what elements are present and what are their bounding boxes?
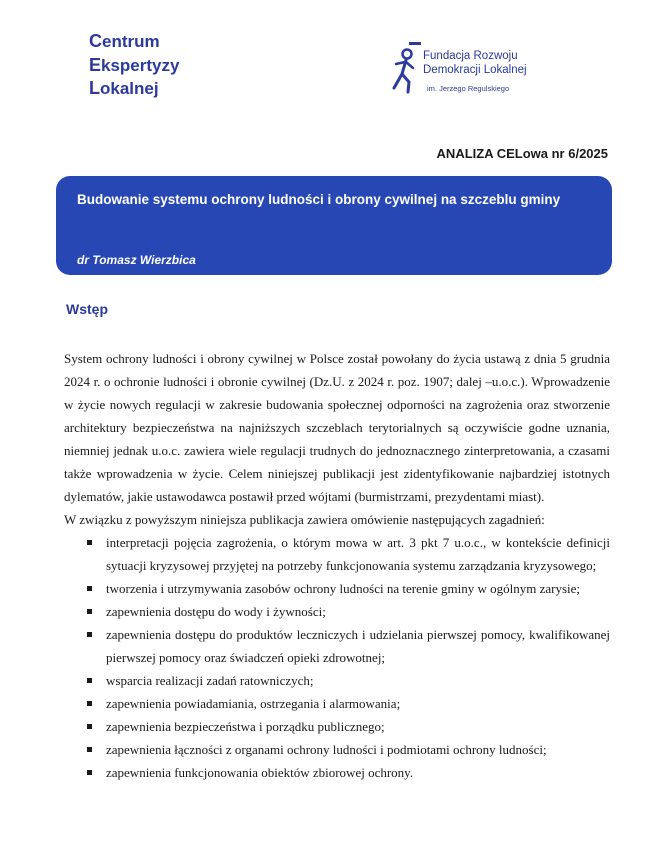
list-item: zapewnienia łączności z organami ochrony ludności i podmiotami ochrony ludności; xyxy=(64,738,610,761)
intro-paragraph: System ochrony ludności i obrony cywilnej w Polsce został powołany do życia ustawą z dnia 5 grudnia 2024 r. o ochronie ludności i obronie cywilnej (Dz.U. z 2024 r. poz. 1907; dalej –u.o.c.). Wprowadzenie w życie nowych regulacji w zakresie budowania społecznej odporności na zagrożenia oraz stworzenie architektury bezpieczeństwa na najniższych szczeblach terytorialnych są oczywiście godne uznania, niemniej jednak u.o.c. zawiera wiele regulacji trudnych do jednoznacznego zinterpretowania, a czasami także wprowadzenia w życie. Celem niniejszej publikacji jest zidentyfikowanie najbardziej istotnych dylematów, jakie ustawodawca postawił przed wójtami (burmistrzami, prezydentami miast). xyxy=(64,351,610,504)
list-item: zapewnienia dostępu do wody i żywności; xyxy=(64,600,610,623)
list-intro-paragraph: W związku z powyższym niniejsza publikacja zawiera omówienie następujących zagadnień: xyxy=(64,512,545,527)
bullet-icon xyxy=(87,540,92,545)
section-title: Wstęp xyxy=(66,301,108,317)
bullet-icon xyxy=(87,747,92,752)
bullet-icon xyxy=(87,678,92,683)
frdl-name: Fundacja Rozwoju Demokracji Lokalnej xyxy=(423,50,527,76)
list-item: zapewnienia powiadamiania, ostrzegania i alarmowania; xyxy=(64,692,610,715)
author-name: dr Tomasz Wierzbica xyxy=(77,253,196,267)
bullet-icon xyxy=(87,770,92,775)
title-banner xyxy=(56,176,612,275)
cel-logo-line-3: Lokalnej xyxy=(89,78,159,98)
bullet-icon xyxy=(87,632,92,637)
list-item: wsparcia realizacji zadań ratowniczych; xyxy=(64,669,610,692)
topics-list xyxy=(64,531,610,784)
bullet-icon xyxy=(87,609,92,614)
bullet-icon xyxy=(87,586,92,591)
list-item: zapewnienia dostępu do produktów leczniczych i udzielania pierwszej pomocy, kwalifikowanej pierwszej pomocy oraz świadczeń opieki zdrowotnej; xyxy=(64,623,610,669)
list-item: zapewnienia funkcjonowania obiektów zbiorowej ochrony. xyxy=(64,761,610,784)
list-item: zapewnienia bezpieczeństwa i porządku publicznego; xyxy=(64,715,610,738)
frdl-logo xyxy=(385,40,575,100)
list-item: tworzenia i utrzymywania zasobów ochrony ludności na terenie gminy w ogólnym zarysie; xyxy=(64,577,610,600)
bullet-icon xyxy=(87,724,92,729)
running-figure-icon xyxy=(385,40,421,98)
bullet-icon xyxy=(87,701,92,706)
list-item: interpretacji pojęcia zagrożenia, o którym mowa w art. 3 pkt 7 u.o.c., w kontekście definicji sytuacji kryzysowej przyjętej na potrzeby funkcjonowania systemu zarządzania kryzysowego; xyxy=(64,531,610,577)
cel-logo-line-2: Ekspertyzy xyxy=(89,54,180,75)
document-title: Budowanie systemu ochrony ludności i obrony cywilnej na szczeblu gminy xyxy=(77,192,561,207)
body-text xyxy=(64,347,610,784)
cel-logo-line-1: Centrum xyxy=(89,31,160,51)
frdl-patron: im. Jerzego Regulskiego xyxy=(427,84,510,93)
series-label: ANALIZA CELowa nr 6/2025 xyxy=(436,146,608,161)
cel-logo xyxy=(89,30,179,101)
